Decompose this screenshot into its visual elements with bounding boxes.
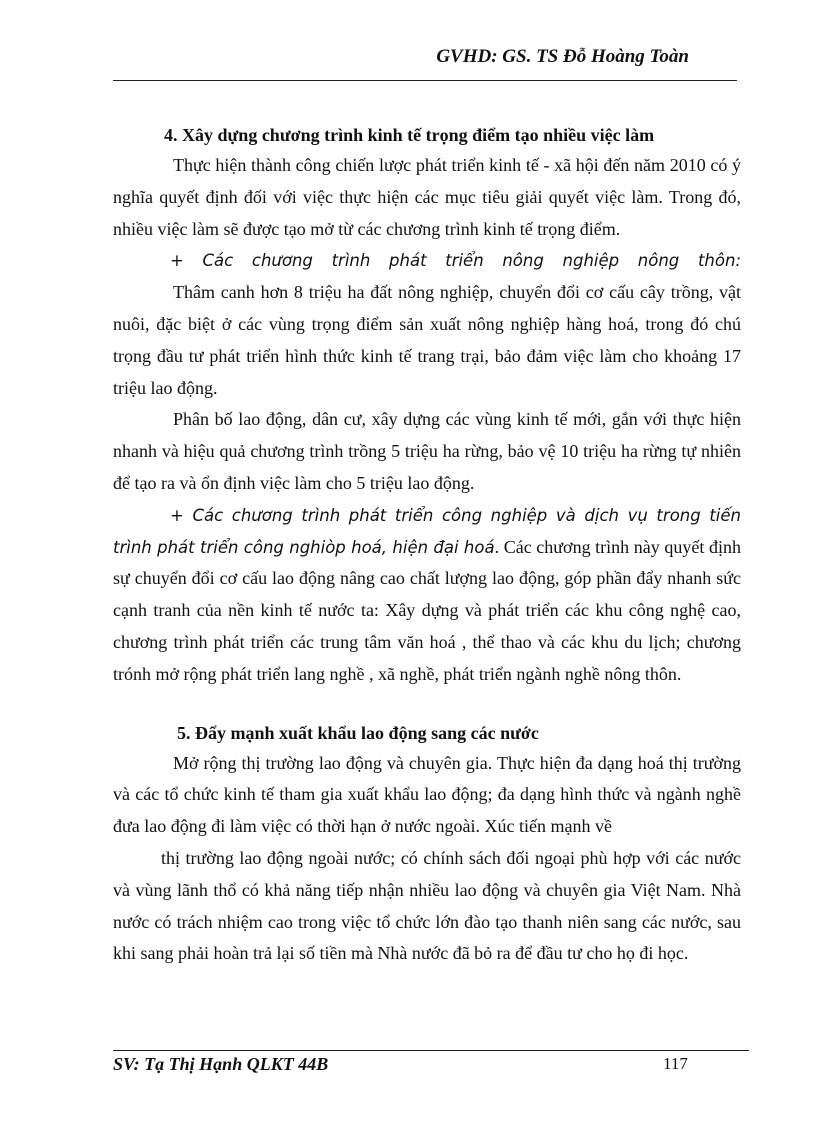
section-4-subheading-industry: + Các chương trình phát triển công nghiệp và dịch vụ trong tiến trình phát triển công nghiòp hoá, hiện đại hoá: [113, 505, 741, 557]
section-4-subheading-agriculture: + Các chương trình phát triển nông nghiệp nông thôn:: [170, 251, 741, 271]
header-title: GVHD: GS. TS Đỗ Hoàng Toàn: [436, 46, 689, 67]
section-4-paragraph-4-text: . Các chương trình này quyết định sự chuyển đổi cơ cấu lao động nâng cao chất lượng lao động, góp phần đẩy nhanh sức cạnh tranh của nền kinh tế nước ta: Xây dựng và phát triển các khu công nghệ cao, chương trình phát triển các trung tâm văn hoá , thể thao và các khu du lịch; chương trónh mở rộng phát triển lang nghề , xã nghề, phát triển ngành nghề nông thôn.: [113, 536, 741, 684]
footer-author: SV: Tạ Thị Hạnh QLKT 44B: [113, 1054, 329, 1074]
section-4-paragraph-4: [113, 500, 741, 691]
section-5-paragraph-1: Mở rộng thị trường lao động và chuyên gia. Thực hiện đa dạng hoá thị trường và các tổ chức kinh tế tham gia xuất khẩu lao động; đa dạng hình thức và ngành nghề đưa lao động đi làm việc có thời hạn ở nước ngoài. Xúc tiến mạnh về: [113, 752, 741, 837]
section-5-heading: 5. Đẩy mạnh xuất khẩu lao động sang các nước: [177, 722, 539, 743]
page-body: [113, 120, 741, 970]
section-4-heading: 4. Xây dựng chương trình kinh tế trọng điểm tạo nhiều việc làm: [164, 125, 655, 145]
header-divider: [113, 80, 737, 81]
page-number: 117: [663, 1054, 688, 1073]
section-5-paragraph-2: thị trường lao động ngoài nước; có chính sách đối ngoại phù hợp với các nước và vùng lãnh thổ có khả năng tiếp nhận nhiều lao động và chuyên gia Việt Nam. Nhà nước có trách nhiệm cao trong việc tổ chức lớn đào tạo thanh niên sang các nước, sau khi sang phải hoàn trả lại số tiền mà Nhà nước đã bỏ ra để đầu tư cho họ đi học.: [113, 847, 741, 964]
section-4-paragraph-2: Thâm canh hơn 8 triệu ha đất nông nghiệp, chuyển đổi cơ cấu cây trồng, vật nuôi, đặc biệt ở các vùng trọng điểm sản xuất nông nghiệp hàng hoá, trong đó chú trọng đầu tư phát triển hình thức kinh tế trang trại, bảo đảm việc làm cho khoảng 17 triệu lao động.: [113, 282, 741, 398]
section-4-paragraph-1: Thực hiện thành công chiến lược phát triển kinh tế - xã hội đến năm 2010 có ý nghĩa quyết định đối với việc thực hiện các mục tiêu giải quyết việc làm. Trong đó, nhiều việc làm sẽ được tạo mở từ các chương trình kinh tế trọng điểm.: [113, 155, 741, 239]
section-4-paragraph-3: Phân bố lao động, dân cư, xây dựng các vùng kinh tế mới, gắn với thực hiện nhanh và hiệu quả chương trình trồng 5 triệu ha rừng, bảo vệ 10 triệu ha rừng tự nhiên để tạo ra và ổn định việc làm cho 5 triệu lao động.: [113, 409, 741, 493]
footer-divider: [113, 1050, 749, 1051]
